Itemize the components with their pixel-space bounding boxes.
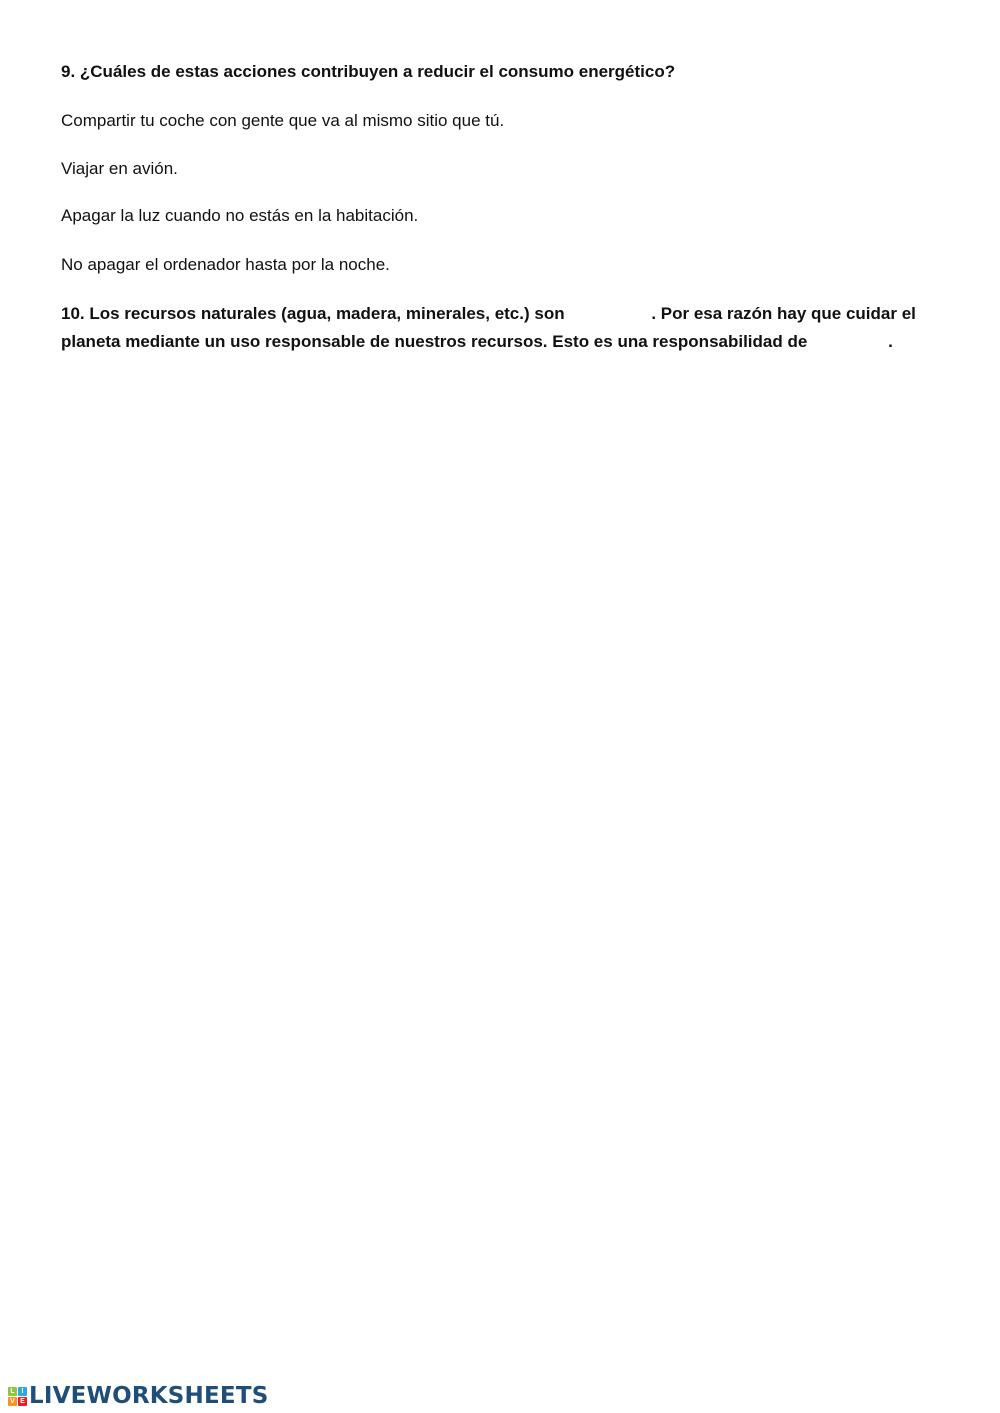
logo-mark-icon (8, 1387, 27, 1406)
logo-mark-e: E (18, 1397, 27, 1406)
question-10-blank-1[interactable] (569, 308, 651, 330)
question-10-part-2: . Por esa razón hay que cuidar el (651, 304, 916, 323)
question-9-option-1[interactable]: Compartir tu coche con gente que va al mismo sitio que tú. (61, 111, 505, 130)
question-9-option-3[interactable]: Apagar la luz cuando no estás en la habitación. (61, 206, 419, 225)
logo-text: LIVEWORKSHEETS (29, 1383, 269, 1409)
question-10-line-2 (61, 330, 941, 358)
logo-mark-l: L (8, 1387, 17, 1396)
question-10-line-1 (61, 302, 941, 330)
question-10-text (61, 302, 941, 357)
logo-mark-v: V (8, 1397, 17, 1406)
question-10-part-3: planeta mediante un uso responsable de nuestros recursos. Esto es una responsabilidad de (61, 331, 808, 351)
question-9-option-4[interactable]: No apagar el ordenador hasta por la noche. (61, 255, 390, 274)
question-10-part-4: . (888, 331, 893, 351)
question-10-part-1: 10. Los recursos naturales (agua, madera, minerales, etc.) son (61, 304, 565, 323)
question-10-blank-2[interactable] (812, 335, 888, 357)
question-9-title: 9. ¿Cuáles de estas acciones contribuyen a reducir el consumo energético? (61, 62, 676, 81)
liveworksheets-logo (8, 1383, 268, 1409)
logo-mark-i: I (18, 1387, 27, 1396)
question-9-option-2[interactable]: Viajar en avión. (61, 159, 178, 178)
